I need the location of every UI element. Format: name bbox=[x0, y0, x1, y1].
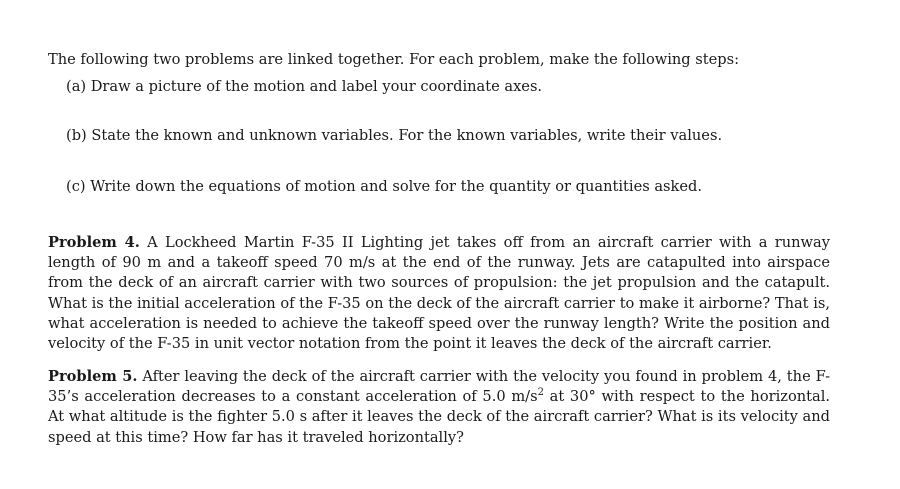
step-c-text: Write down the equations of motion and solve for the quantity or quantities asked. bbox=[90, 178, 702, 195]
step-a-marker: (a) bbox=[66, 78, 87, 95]
step-a bbox=[66, 77, 542, 97]
problem-5-superscript: 2 bbox=[537, 387, 544, 399]
intro-paragraph: The following two problems are linked together. For each problem, make the following steps: bbox=[48, 51, 740, 68]
problem-5-label: Problem 5. bbox=[48, 368, 138, 385]
problem-4-label: Problem 4. bbox=[48, 234, 140, 251]
step-b-marker: (b) bbox=[66, 127, 87, 144]
step-b-text: State the known and unknown variables. For the known variables, write their values. bbox=[91, 127, 723, 144]
problem-5-text-start: After leaving the deck of the aircraft carrier with the velocity you found in problem 4, the F-35’s acceleration decreases to a constant acceleration of 5.0 m/s bbox=[48, 368, 830, 406]
step-b bbox=[66, 126, 722, 146]
step-c-marker: (c) bbox=[66, 178, 86, 195]
problem-4 bbox=[48, 233, 830, 354]
step-c bbox=[66, 177, 702, 197]
problem-4-text: A Lockheed Martin F-35 II Lighting jet takes off from an aircraft carrier with a runway length of 90 m and a takeoff speed 70 m/s at the end of the runway. Jets are catapulted into airspace from the deck of an aircraft carrier with two sources of propulsion: the jet propulsion and the catapult. What is the initial acceleration of the F-35 on the deck of the aircraft carrier to make it airborne? That is, what acceleration is needed to achieve the takeoff speed over the runway length? Write the position and velocity of the F-35 in unit vector notation from the point it leaves the deck of the aircraft carrier. bbox=[48, 234, 830, 353]
problem-5 bbox=[48, 367, 830, 448]
problem-5-text-end: at 30° with respect to the horizontal. At what altitude is the fighter 5.0 s after it leaves the deck of the aircraft carrier? What is its velocity and speed at this time? How far has it traveled horizontally? bbox=[48, 388, 830, 446]
step-a-text: Draw a picture of the motion and label your coordinate axes. bbox=[90, 78, 543, 95]
